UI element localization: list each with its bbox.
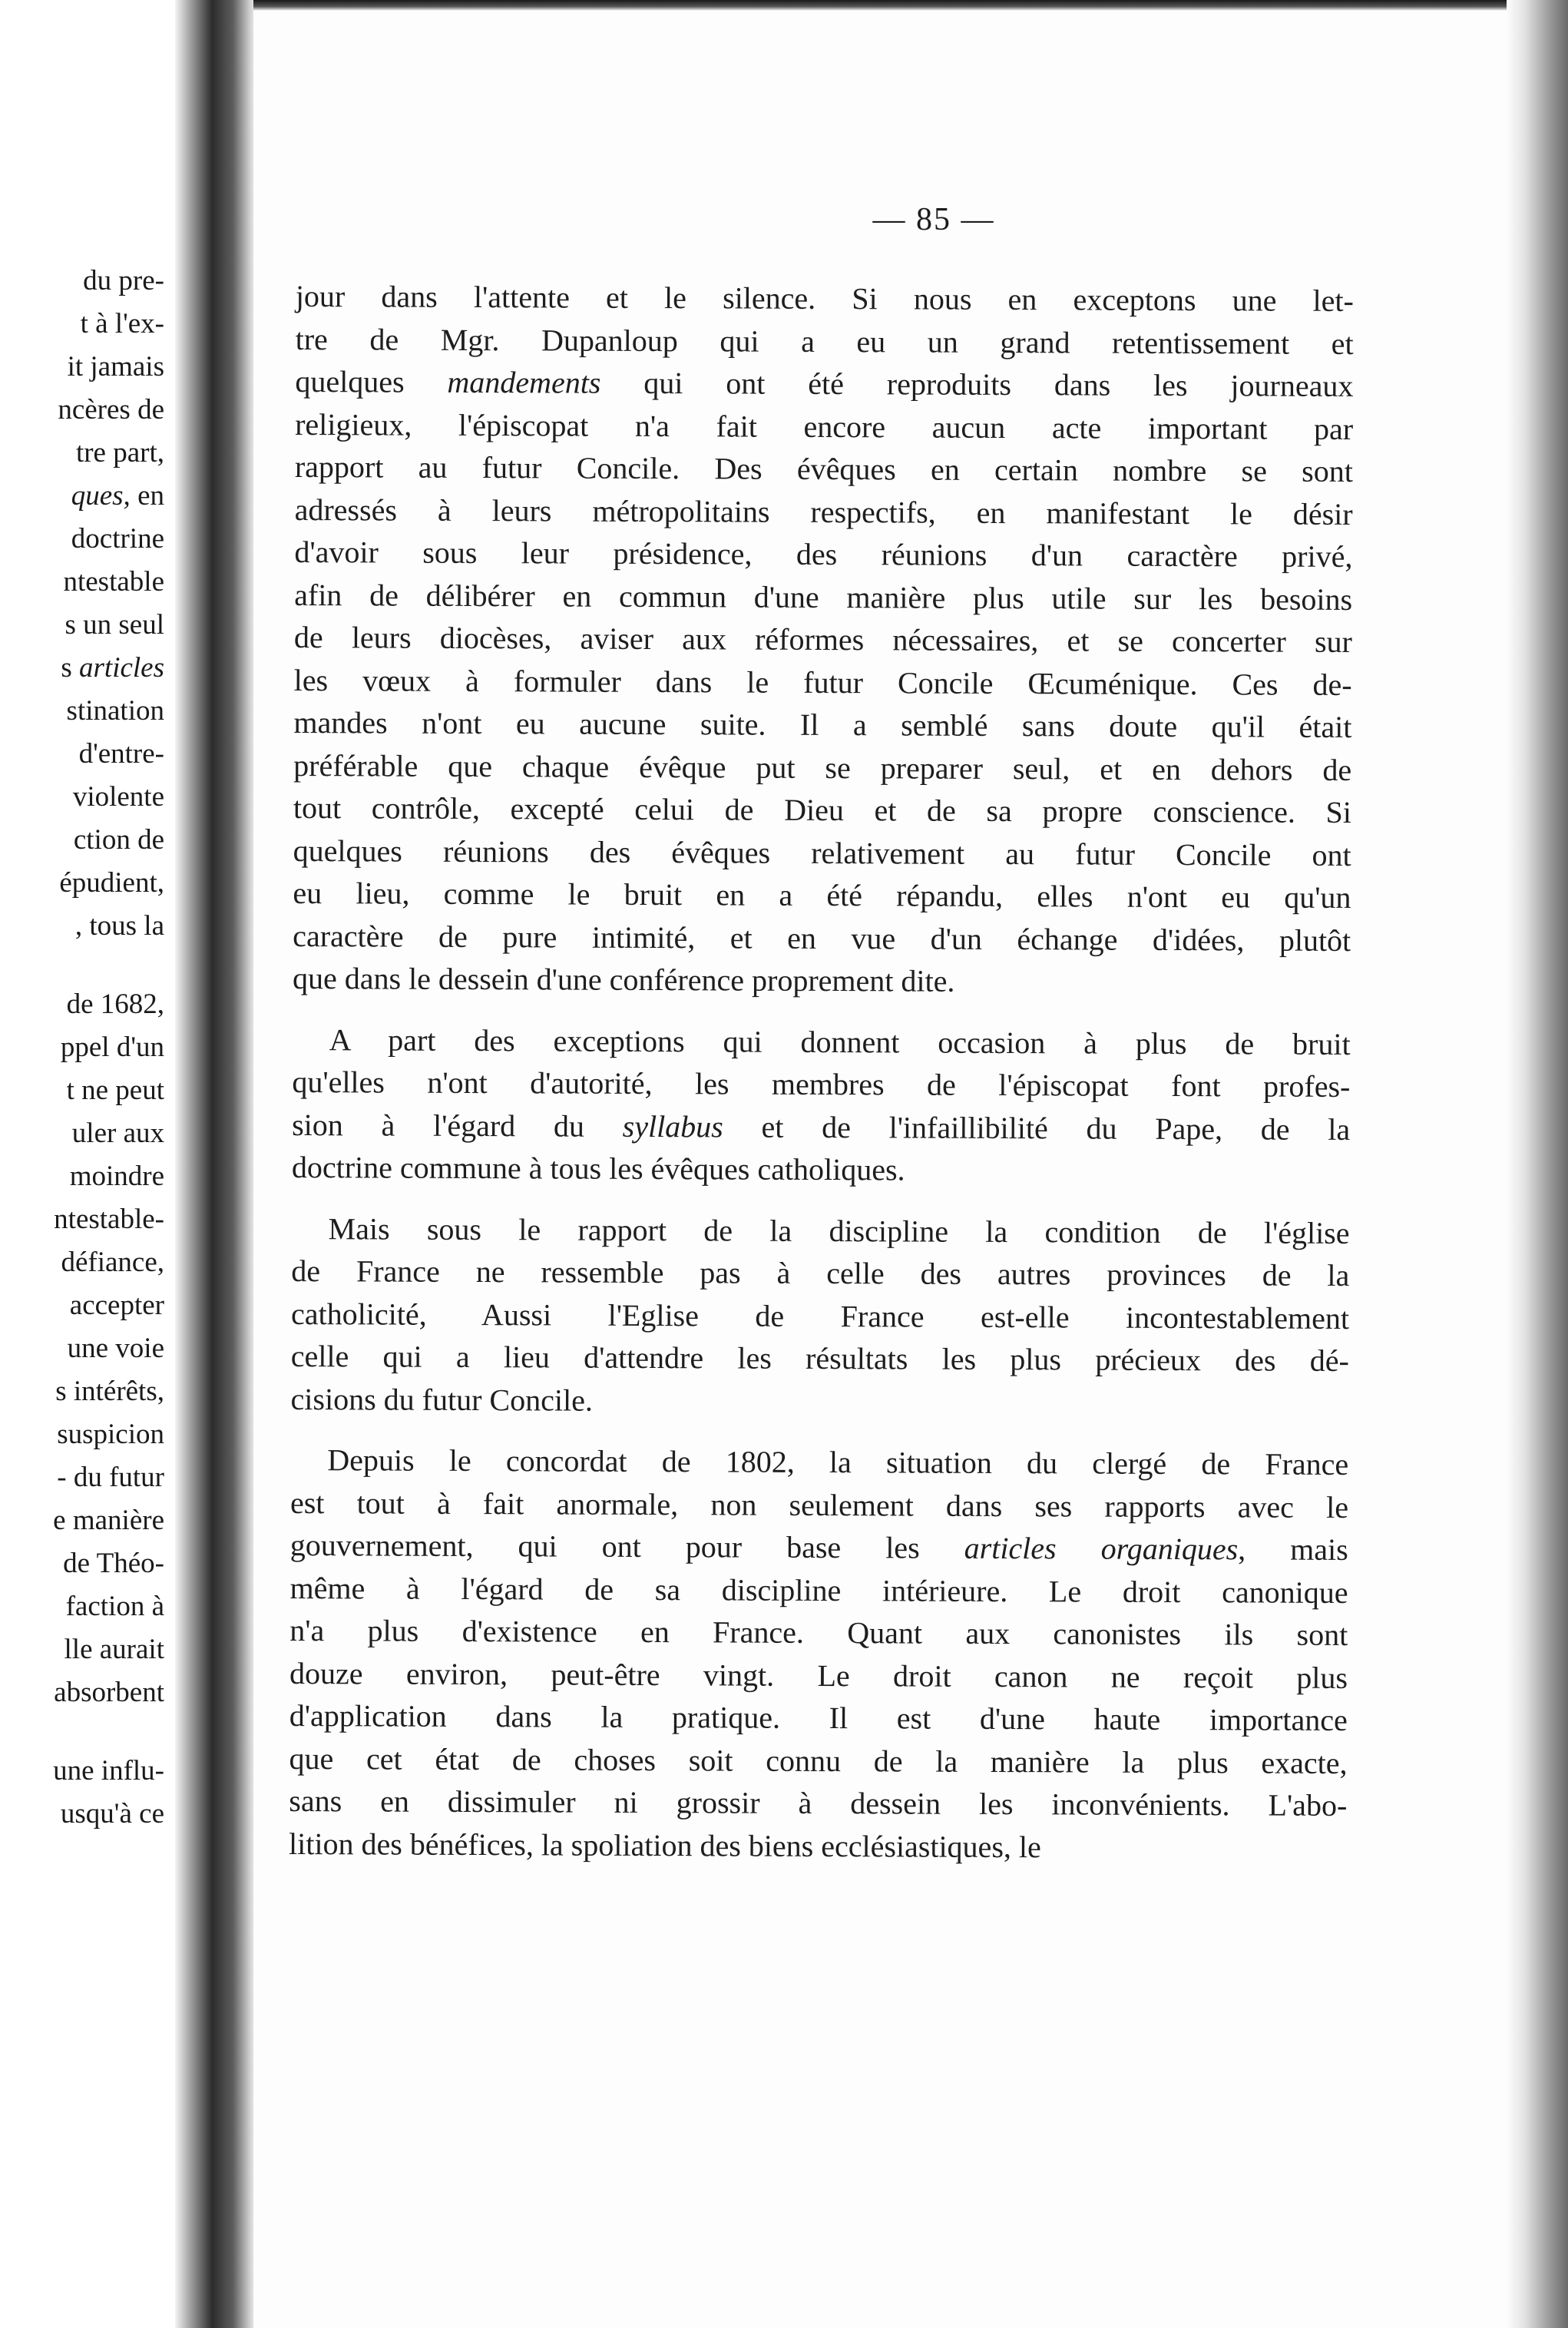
left-page-line: ction de: [73, 824, 164, 856]
left-page-line: d'entre-: [78, 738, 164, 770]
paragraph: [289, 1439, 1348, 1869]
text-line: douze environ, peut-être vingt. Le droit canon ne reçoit plus: [289, 1655, 1348, 1695]
left-page-line: moindre: [69, 1161, 164, 1192]
right-scan-edge: [1507, 0, 1568, 2328]
left-page-line: it jamais: [67, 351, 164, 382]
left-page-line: faction à: [65, 1591, 164, 1622]
left-page-line: s intérêts,: [55, 1376, 164, 1407]
text-line: d'application dans la pratique. Il est d'une haute importance: [289, 1697, 1348, 1737]
text-line: jour dans l'attente et le silence. Si nous en exceptons une let-: [295, 278, 1354, 319]
text-line: tout contrôle, excepté celui de Dieu et de sa propre conscience. Si: [293, 790, 1352, 830]
text-line: d'avoir sous leur présidence, des réunions d'un caractère privé,: [294, 534, 1353, 575]
text-line: caractère de pure intimité, et en vue d'un échange d'idées, plutôt: [293, 918, 1351, 958]
italic-term: syllabus: [622, 1108, 723, 1144]
text-line: adressés à leurs métropolitains respectifs, en manifestant le désir: [294, 492, 1353, 531]
text-line: que cet état de choses soit connu de la manière la plus exacte,: [289, 1740, 1348, 1780]
left-page-line: ntestable-: [54, 1204, 164, 1235]
text-line: A part des exceptions qui donnent occasion à plus de bruit: [329, 1022, 1351, 1061]
left-page-line: une voie: [67, 1333, 164, 1364]
text-line: celle qui a lieu d'attendre les résultats les plus précieux des dé-: [290, 1338, 1349, 1378]
left-page-line: [0, 1714, 164, 1750]
left-page-line: , tous la: [74, 910, 164, 942]
italic-term: articles organiques: [964, 1530, 1239, 1567]
paragraph: [292, 1018, 1351, 1193]
left-page-line: lle aurait: [64, 1634, 164, 1665]
text-line: de leurs diocèses, aviser aux réformes nécessaires, et se concerter sur: [293, 619, 1353, 660]
text-line: même à l'égard de sa discipline intérieure. Le droit canonique: [289, 1570, 1348, 1610]
left-page-line: absorbent: [54, 1677, 164, 1708]
text-line: Depuis le concordat de 1802, la situation du clergé de France: [327, 1442, 1349, 1482]
text-line: tre de Mgr. Dupanloup qui a eu un grand retentissement et: [295, 321, 1354, 361]
left-page-line: ntestable: [63, 566, 164, 598]
text-line: mandes n'ont eu aucune suite. Il a semblé sans doute qu'il était: [293, 704, 1352, 745]
text-fragment: qui ont été reproduits dans les journeaux: [600, 365, 1354, 404]
body-text: [289, 275, 1354, 1869]
left-page-line: s un seul: [65, 609, 164, 641]
left-page-line: accepter: [69, 1290, 164, 1321]
text-line: n'a plus d'existence en France. Quant aux canonistes ils sont: [289, 1612, 1348, 1652]
left-page-line: - du futur: [57, 1462, 164, 1493]
text-line: doctrine commune à tous les évêques catholiques.: [291, 1149, 905, 1187]
text-line: préférable que chaque évêque put se preparer seul, et en dehors de: [293, 747, 1352, 787]
left-page-line: e manière: [53, 1505, 164, 1536]
text-line: cisions du futur Concile.: [290, 1381, 593, 1418]
text-line: quelques réunions des évêques relativement au futur Concile ont: [293, 833, 1351, 873]
text-line: est tout à fait anormale, non seulement dans ses rapports avec le: [289, 1485, 1349, 1525]
text-line: catholicité, Aussi l'Eglise de France est-elle incontestablement: [291, 1296, 1350, 1336]
left-page-line: violente: [72, 781, 164, 813]
left-page-line: défiance,: [61, 1247, 164, 1278]
left-page-line: s articles: [61, 652, 164, 684]
left-page-line: doctrine: [71, 523, 164, 555]
left-page-line: [0, 948, 164, 983]
text-line: afin de délibérer en commun d'une manière plus utile sur les besoins: [294, 577, 1353, 617]
left-page-line: ques, en: [71, 480, 164, 512]
left-page-line: usqu'à ce: [60, 1798, 164, 1830]
text-line: rapport au futur Concile. Des évêques en certain nombre se sont: [294, 449, 1353, 489]
text-line: qu'elles n'ont d'autorité, les membres de l'épiscopat font profes-: [292, 1064, 1351, 1104]
left-page-line: suspicion: [57, 1419, 164, 1450]
left-page-line: ppel d'un: [60, 1032, 164, 1063]
italic-term: mandements: [447, 364, 601, 400]
top-scan-edge: [253, 0, 1568, 11]
left-facing-page: [0, 0, 175, 2328]
left-page-line: uler aux: [71, 1118, 164, 1149]
text-line: Mais sous le rapport de la discipline la condition de l'église: [328, 1210, 1350, 1250]
left-page-line: du pre-: [83, 265, 164, 296]
left-page-line: tre part,: [75, 437, 164, 469]
text-line: sans en dissimuler ni grossir à dessein les inconvénients. L'abo-: [289, 1783, 1348, 1823]
left-page-text: [0, 260, 164, 1836]
text-line: de France ne ressemble pas à celle des autres provinces de la: [291, 1253, 1350, 1293]
text-fragment: , mais: [1238, 1532, 1348, 1567]
left-page-line: t ne peut: [66, 1075, 164, 1106]
text-line: [290, 1524, 1348, 1571]
page-number: — 85 —: [872, 202, 995, 237]
text-line: [295, 360, 1353, 408]
left-page-line: stination: [66, 695, 164, 727]
text-fragment: et de l'infaillibilité du Pape, de la: [723, 1108, 1351, 1147]
text-fragment: quelques: [295, 363, 448, 399]
left-page-line: t à l'ex-: [80, 308, 164, 339]
text-fragment: sion à l'égard du: [292, 1107, 623, 1144]
left-page-line: ncères de: [58, 394, 164, 426]
left-page-line: épudient,: [59, 867, 164, 899]
text-line: eu lieu, comme le bruit en a été répandu, elles n'ont eu qu'un: [293, 875, 1351, 916]
text-line: les vœux à formuler dans le futur Concile Œcuménique. Ces de-: [293, 662, 1352, 702]
paragraph: [290, 1207, 1349, 1425]
text-line: que dans le dessein d'une conférence proprement dite.: [292, 960, 955, 998]
left-page-line: de 1682,: [66, 988, 164, 1020]
text-line: [292, 1103, 1350, 1151]
left-page-line: une influ-: [53, 1755, 164, 1787]
text-line: lition des bénéfices, la spoliation des biens ecclésiastiques, le: [288, 1826, 1041, 1864]
binding-gutter-shadow: [175, 0, 258, 2328]
text-fragment: gouvernement, qui ont pour base les: [289, 1527, 964, 1565]
paragraph: [293, 275, 1354, 1005]
left-page-line: de Théo-: [63, 1548, 164, 1579]
text-line: religieux, l'épiscopat n'a fait encore aucun acte important par: [295, 406, 1354, 446]
